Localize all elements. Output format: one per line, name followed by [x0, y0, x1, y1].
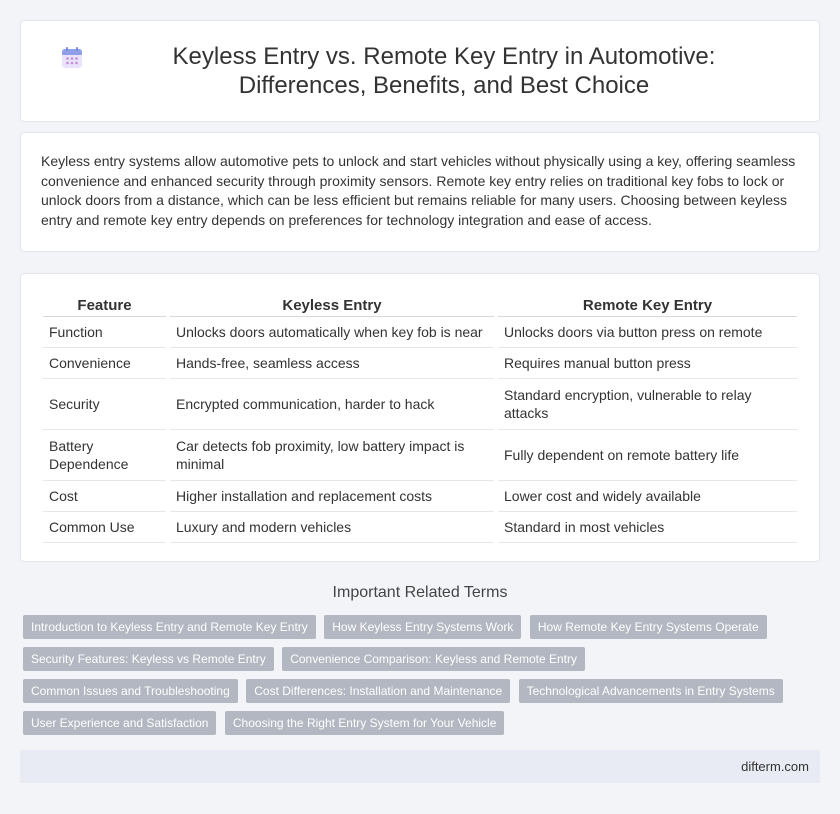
- related-term-tag[interactable]: Common Issues and Troubleshooting: [23, 679, 238, 703]
- table-cell-feature: Function: [43, 317, 166, 348]
- related-term-tag[interactable]: Cost Differences: Installation and Maintenance: [246, 679, 510, 703]
- related-term-tag[interactable]: How Remote Key Entry Systems Operate: [530, 615, 767, 639]
- title-row: [60, 42, 780, 100]
- table-cell-keyless: Encrypted communication, harder to hack: [170, 379, 494, 430]
- related-terms-list: [23, 615, 803, 743]
- table-row: [43, 430, 797, 481]
- related-term-tag[interactable]: Technological Advancements in Entry Systems: [519, 679, 783, 703]
- table-row: [43, 317, 797, 348]
- calendar-icon: [60, 46, 84, 70]
- intro-card: [20, 132, 820, 252]
- table-cell-remote: Fully dependent on remote battery life: [498, 430, 797, 481]
- column-header-remote: Remote Key Entry: [498, 294, 797, 317]
- title-card: [20, 20, 820, 122]
- table-row: [43, 379, 797, 430]
- table-row: [43, 348, 797, 379]
- table-cell-remote: Standard in most vehicles: [498, 512, 797, 543]
- table-cell-keyless: Higher installation and replacement costs: [170, 481, 494, 512]
- table-cell-remote: Requires manual button press: [498, 348, 797, 379]
- column-header-feature: Feature: [43, 294, 166, 317]
- table-row: [43, 481, 797, 512]
- related-term-tag[interactable]: Introduction to Keyless Entry and Remote Key Entry: [23, 615, 316, 639]
- column-header-keyless: Keyless Entry: [170, 294, 494, 317]
- table-header-row: [43, 294, 797, 317]
- table-cell-remote: Lower cost and widely available: [498, 481, 797, 512]
- comparison-table: [39, 294, 801, 543]
- table-cell-feature: Security: [43, 379, 166, 430]
- table-cell-remote: Unlocks doors via button press on remote: [498, 317, 797, 348]
- table-cell-feature: Battery Dependence: [43, 430, 166, 481]
- footer-site-link[interactable]: difterm.com: [741, 759, 809, 774]
- related-term-tag[interactable]: Security Features: Keyless vs Remote Entry: [23, 647, 274, 671]
- related-term-tag[interactable]: How Keyless Entry Systems Work: [324, 615, 521, 639]
- related-term-tag[interactable]: Convenience Comparison: Keyless and Remote Entry: [282, 647, 585, 671]
- comparison-card: [20, 273, 820, 562]
- table-cell-keyless: Unlocks doors automatically when key fob is near: [170, 317, 494, 348]
- related-terms-heading: Important Related Terms: [332, 584, 508, 601]
- page-title: Keyless Entry vs. Remote Key Entry in Automotive: Differences, Benefits, and Best Choice: [172, 43, 716, 99]
- table-cell-keyless: Hands-free, seamless access: [170, 348, 494, 379]
- table-cell-feature: Cost: [43, 481, 166, 512]
- table-cell-keyless: Luxury and modern vehicles: [170, 512, 494, 543]
- footer: [20, 750, 820, 783]
- intro-paragraph: Keyless entry systems allow automotive pets to unlock and start vehicles without physically using a key, offering seamless convenience and enhanced security through proximity sensors. Remote key entry relies on traditional key fobs to lock or unlock doors from a distance, which can be less efficient but remains reliable for many users. Choosing between keyless entry and remote key entry depends on preferences for technology integration and ease of access.: [41, 153, 796, 228]
- table-cell-feature: Convenience: [43, 348, 166, 379]
- table-cell-feature: Common Use: [43, 512, 166, 543]
- table-row: [43, 512, 797, 543]
- related-term-tag[interactable]: Choosing the Right Entry System for Your Vehicle: [225, 711, 504, 735]
- table-cell-keyless: Car detects fob proximity, low battery impact is minimal: [170, 430, 494, 481]
- table-cell-remote: Standard encryption, vulnerable to relay attacks: [498, 379, 797, 430]
- related-term-tag[interactable]: User Experience and Satisfaction: [23, 711, 216, 735]
